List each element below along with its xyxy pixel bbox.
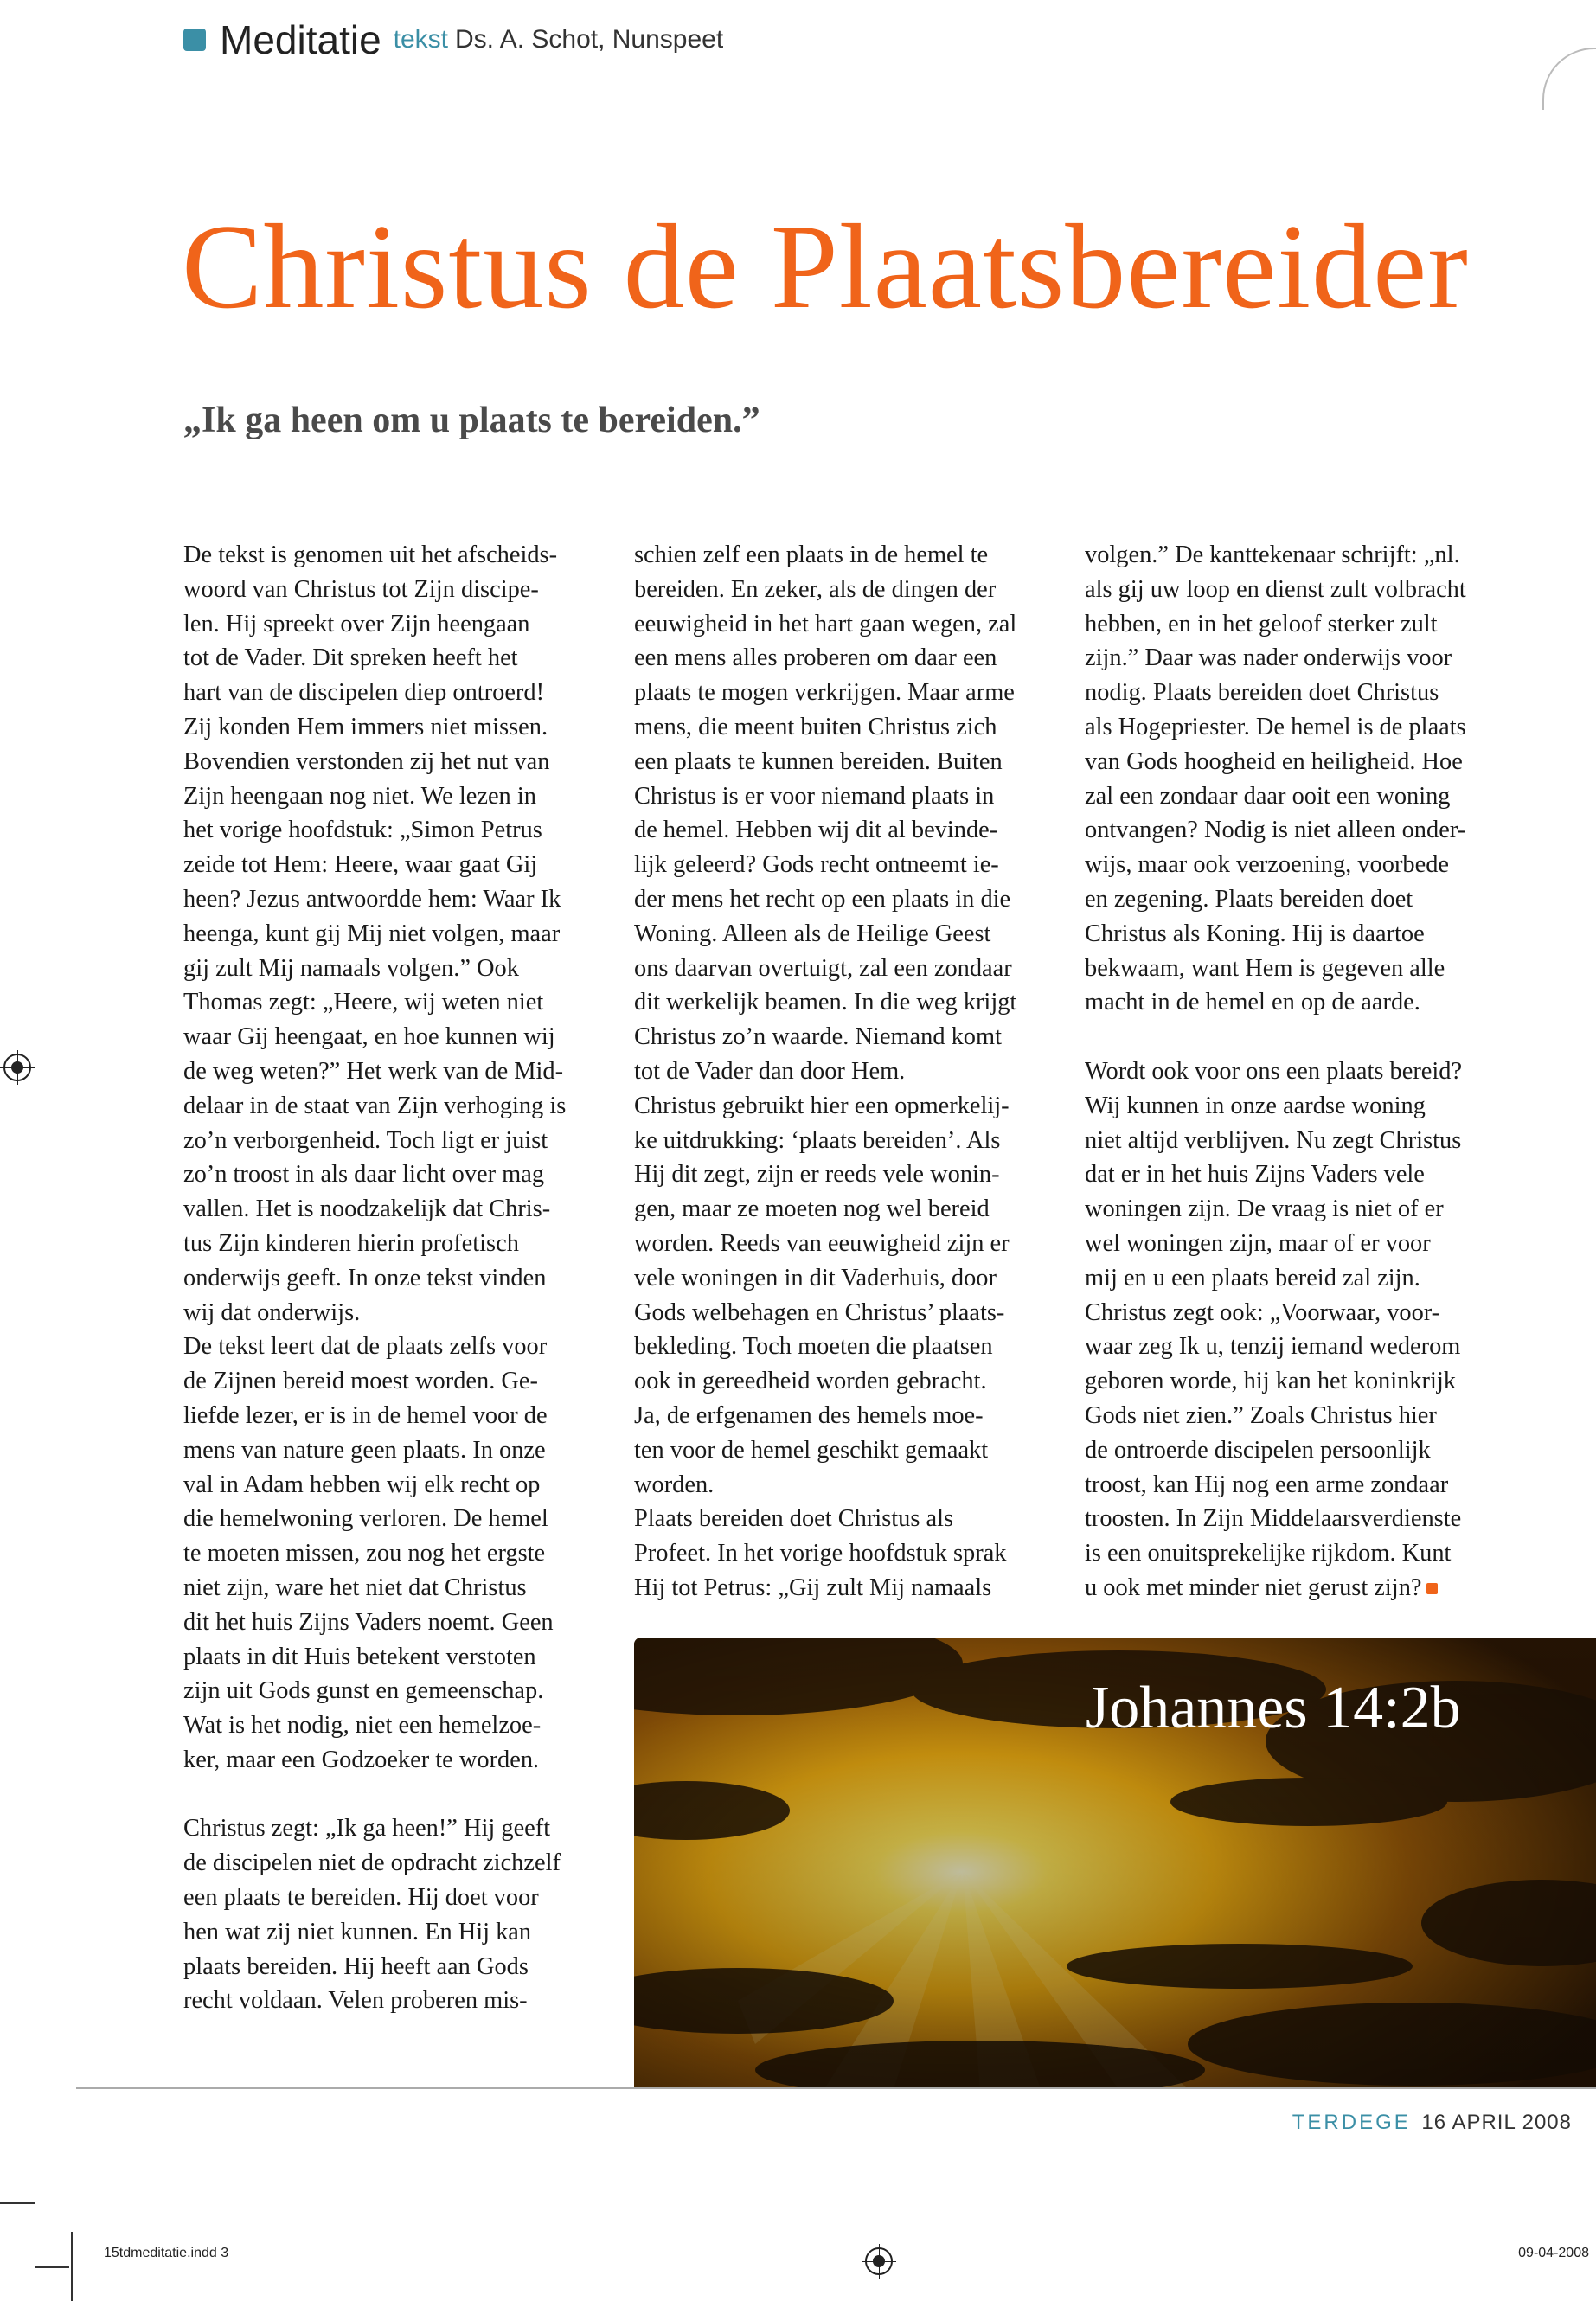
text-line: Plaats bereiden doet Christus als (634, 1505, 954, 1533)
text-column-1 (183, 538, 616, 2018)
text-line: ke uitdrukking: ‘plaats bereiden’. Als (634, 1126, 1001, 1154)
text-line: tot de Vader. Dit spreken heeft het (183, 644, 518, 672)
text-line: als gij uw loop en dienst zult volbracht (1085, 575, 1466, 603)
text-column-3 (1085, 538, 1517, 1606)
text-line: liefde lezer, er is in de hemel voor de (183, 1401, 548, 1429)
slug-filename: 15tdmeditatie.indd 3 (104, 2246, 229, 2260)
text-line: plaats te mogen verkrijgen. Maar arme (634, 679, 1015, 707)
text-line: als Hogepriester. De hemel is de plaats (1085, 713, 1466, 740)
text-line: de hemel. Hebben wij dit al bevinde- (634, 817, 998, 844)
text-line: dit werkelijk beamen. In die weg krijgt (634, 989, 1017, 1016)
text-line: mij en u een plaats bereid zal zijn. (1085, 1264, 1420, 1292)
text-line: woord van Christus tot Zijn discipe- (183, 575, 539, 603)
slug-date: 09-04-2008 (1518, 2246, 1589, 2260)
text-line: Hij tot Petrus: „Gij zult Mij namaals (634, 1574, 992, 1601)
article-title: Christus de Plaatsbereider (182, 200, 1469, 334)
registration-mark-icon (3, 1054, 31, 1081)
text-line: worden. Reeds van eeuwigheid zijn er (634, 1229, 1010, 1257)
text-line: het vorige hoofdstuk: „Simon Petrus (183, 817, 542, 844)
text-line: onderwijs geeft. In onze tekst vinden (183, 1264, 547, 1292)
section-marker-icon (183, 29, 206, 51)
text-line: schien zelf een plaats in de hemel te (634, 542, 989, 568)
text-line: val in Adam hebben wij elk recht op (183, 1471, 541, 1498)
text-line: Christus als Koning. Hij is daartoe (1085, 920, 1425, 947)
text-line: Woning. Alleen als de Heilige Geest (634, 920, 991, 947)
text-line: hebben, en in het geloof sterker zult (1085, 610, 1438, 638)
text-line: en zegening. Plaats bereiden doet (1085, 885, 1413, 913)
text-line: De tekst is genomen uit het afscheids- (183, 542, 558, 568)
text-line: dit het huis Zijns Vaders noemt. Geen (183, 1608, 554, 1636)
text-line: van Gods hoogheid en heiligheid. Hoe (1085, 747, 1463, 775)
text-line: Hij dit zegt, zijn er reeds vele wonin- (634, 1161, 1000, 1189)
section-title: Meditatie (220, 17, 381, 62)
issue-date: 16 APRIL 2008 (1421, 2111, 1572, 2134)
text-line: ker, maar een Godzoeker te worden. (183, 1746, 540, 1773)
magazine-name: TERDEGE (1292, 2111, 1411, 2134)
text-line: Gods niet zien.” Zoals Christus hier (1085, 1401, 1437, 1429)
text-line: zijn uit Gods gunst en gemeenschap. (183, 1677, 544, 1705)
crop-mark (71, 2232, 73, 2301)
text-line: ook in gereedheid worden gebracht. (634, 1368, 987, 1395)
text-line: de discipelen niet de opdracht zichzelf (183, 1849, 561, 1877)
crop-mark (35, 2266, 69, 2268)
text-line: te moeten missen, zou nog het ergste (183, 1540, 546, 1567)
text-line: lijk geleerd? Gods recht ontneemt ie- (634, 851, 999, 879)
paragraph-gap (183, 1778, 616, 1812)
text-line: De tekst leert dat de plaats zelfs voor (183, 1333, 548, 1361)
text-line: troost, kan Hij nog een arme zondaar (1085, 1471, 1449, 1498)
text-line: woningen zijn. De vraag is niet of er (1085, 1195, 1444, 1223)
text-line: gen, maar ze moeten nog wel bereid (634, 1195, 990, 1223)
text-line: de ontroerde discipelen persoonlijk (1085, 1436, 1431, 1464)
text-line: wijs, maar ook verzoening, voorbede (1085, 851, 1449, 879)
tekst-label: tekst (393, 25, 449, 54)
paragraph-gap (1085, 1020, 1517, 1054)
text-line: Ja, de erfgenamen des hemels moe- (634, 1401, 984, 1429)
text-line: bekwaam, want Hem is gegeven alle (1085, 954, 1445, 982)
text-line: waar zeg Ik u, tenzij iemand wederom (1085, 1333, 1461, 1361)
text-line: zo’n verborgenheid. Toch ligt er juist (183, 1126, 548, 1154)
article-subtitle: „Ik ga heen om u plaats te bereiden.” (183, 401, 760, 440)
text-line: eeuwigheid in het hart gaan wegen, zal (634, 610, 1017, 638)
text-line: delaar in de staat van Zijn verhoging is (183, 1092, 567, 1119)
text-line: hart van de discipelen diep ontroerd! (183, 679, 545, 707)
text-line: de weg weten?” Het werk van de Mid- (183, 1057, 564, 1085)
text-line: wel woningen zijn, maar of er voor (1085, 1229, 1431, 1257)
author-name: Ds. A. Schot, Nunspeet (455, 25, 724, 54)
text-line: Christus zo’n waarde. Niemand komt (634, 1023, 1002, 1051)
text-line: bereiden. En zeker, als de dingen der (634, 575, 997, 603)
text-line: Zij konden Hem immers niet missen. (183, 713, 548, 740)
registration-mark-icon (865, 2247, 893, 2275)
text-line: worden. (634, 1471, 715, 1498)
text-line: vele woningen in dit Vaderhuis, door (634, 1264, 997, 1292)
footer-rule (76, 2087, 1596, 2089)
text-line: Wat is het nodig, niet een hemelzoe- (183, 1712, 542, 1740)
text-line: der mens het recht op een plaats in die (634, 885, 1011, 913)
text-line: zal een zondaar daar ooit een woning (1085, 782, 1451, 810)
text-line: dat er in het huis Zijns Vaders vele (1085, 1161, 1425, 1189)
text-line: niet zijn, ware het niet dat Christus (183, 1574, 527, 1601)
page-header (183, 16, 723, 64)
text-line: Christus zegt: „Ik ga heen!” Hij geeft (183, 1815, 551, 1843)
text-line: heen? Jezus antwoordde hem: Waar Ik (183, 885, 561, 913)
text-line: mens van nature geen plaats. In onze (183, 1436, 546, 1464)
text-line: een plaats te kunnen bereiden. Buiten (634, 747, 1003, 775)
text-line: Profeet. In het vorige hoofdstuk sprak (634, 1540, 1007, 1567)
text-line: waar Gij heengaat, en hoe kunnen wij (183, 1023, 555, 1051)
text-line: heenga, kunt gij Mij niet volgen, maar (183, 920, 561, 947)
crop-mark (0, 2202, 35, 2204)
text-line: zo’n troost in als daar licht over mag (183, 1161, 545, 1189)
text-line: Christus zegt ook: „Voorwaar, voor- (1085, 1298, 1440, 1326)
text-line: ontvangen? Nodig is niet alleen onder- (1085, 817, 1466, 844)
text-line: geboren worde, hij kan het koninkrijk (1085, 1368, 1456, 1395)
text-line: len. Hij spreekt over Zijn heengaan (183, 610, 530, 638)
text-line: Zijn heengaan nog niet. We lezen in (183, 782, 536, 810)
text-line: troosten. In Zijn Middelaarsverdienste (1085, 1505, 1462, 1533)
text-line: mens, die meent buiten Christus zich (634, 713, 997, 740)
text-line: ten voor de hemel geschikt gemaakt (634, 1436, 989, 1464)
bible-reference: Johannes 14:2b (1086, 1675, 1461, 1741)
text-line: plaats in dit Huis betekent verstoten (183, 1643, 536, 1670)
page-corner-rule (1542, 48, 1596, 110)
text-line: vallen. Het is noodzakelijk dat Chris- (183, 1195, 551, 1223)
text-line: volgen.” De kanttekenaar schrijft: „nl. (1085, 542, 1460, 568)
text-line: Gods welbehagen en Christus’ plaats- (634, 1298, 1005, 1326)
text-line: Christus gebruikt hier een opmerkelij- (634, 1092, 1010, 1119)
text-line: is een onuitsprekelijke rijkdom. Kunt (1085, 1540, 1452, 1567)
text-line: Wij kunnen in onze aardse woning (1085, 1092, 1426, 1119)
text-line: een plaats te bereiden. Hij doet voor (183, 1884, 539, 1912)
end-of-article-icon (1426, 1583, 1438, 1594)
text-line: macht in de hemel en op de aarde. (1085, 989, 1420, 1016)
text-line: hen wat zij niet kunnen. En Hij kan (183, 1918, 532, 1945)
text-line: gij zult Mij namaals volgen.” Ook (183, 954, 519, 982)
text-line: u ook met minder niet gerust zijn? (1085, 1571, 1517, 1606)
text-line: de Zijnen bereid moest worden. Ge- (183, 1368, 538, 1395)
text-line: Christus is er voor niemand plaats in (634, 782, 995, 810)
text-line: zijn.” Daar was nader onderwijs voor (1085, 644, 1452, 672)
text-line: Thomas zegt: „Heere, wij weten niet (183, 989, 544, 1016)
text-line: nodig. Plaats bereiden doet Christus (1085, 679, 1439, 707)
text-column-2 (634, 538, 1067, 1606)
page-footer (1292, 2111, 1572, 2135)
text-line: zeide tot Hem: Heere, waar gaat Gij (183, 851, 538, 879)
text-line: recht voldaan. Velen proberen mis- (183, 1987, 528, 2015)
text-line: tot de Vader dan door Hem. (634, 1057, 906, 1085)
text-line: die hemelwoning verloren. De hemel (183, 1505, 548, 1533)
text-line: een mens alles proberen om daar een (634, 644, 997, 672)
text-line: bekleding. Toch moeten die plaatsen (634, 1333, 993, 1361)
text-line: ons daarvan overtuigt, zal een zondaar (634, 954, 1012, 982)
text-line: plaats bereiden. Hij heeft aan Gods (183, 1952, 529, 1980)
text-line: Bovendien verstonden zij het nut van (183, 747, 550, 775)
text-line: tus Zijn kinderen hierin profetisch (183, 1229, 519, 1257)
text-line: Wordt ook voor ons een plaats bereid? (1085, 1057, 1463, 1085)
text-line: niet altijd verblijven. Nu zegt Christus (1085, 1126, 1462, 1154)
text-line: wij dat onderwijs. (183, 1298, 361, 1326)
